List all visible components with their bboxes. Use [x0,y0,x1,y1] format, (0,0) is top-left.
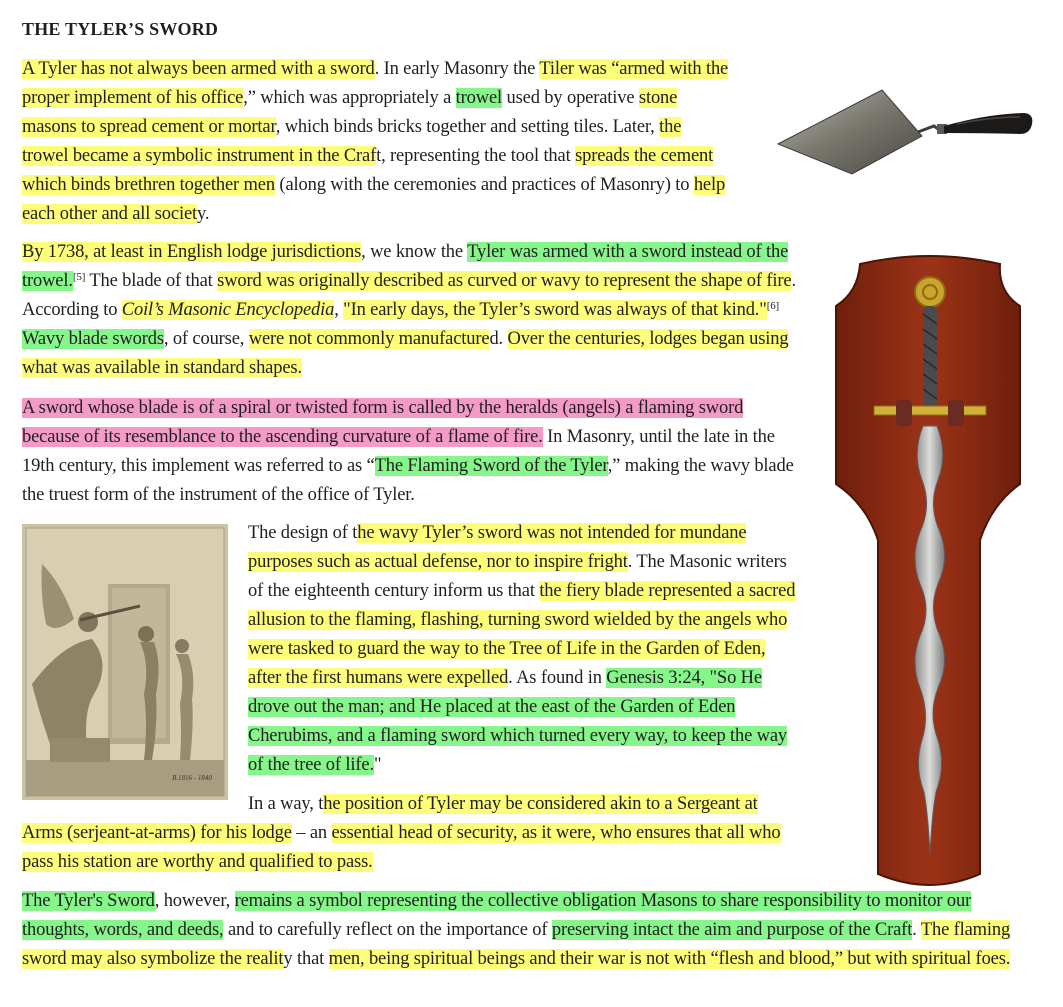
text-run: y. [197,204,210,224]
paragraph-sword-1738 [22,238,800,383]
article-title: THE TYLER’S SWORD [22,19,219,39]
paragraph-design [248,519,798,780]
encyclopedia-title: Coil’s Masonic Encyclopedia [121,300,335,320]
text-run: t, representing the tool that [376,146,576,166]
highlight: were not commonly manufacture [248,329,490,349]
highlight-green: The Flaming Sword of the Tyler [374,456,608,476]
text-run: , we know the [361,242,468,262]
footnote-ref[interactable]: [6] [766,300,780,312]
paragraph-trowel [22,55,732,229]
highlight: help each other and all societ [22,175,726,224]
paragraph-symbol [22,887,1012,974]
text-run: In Masonry, until the late in the 19th century, this implement was referred to as “ [22,427,775,476]
highlight-green: trowel [455,88,503,108]
highlight: stone masons to spread cement or mortar [22,88,678,137]
text-run: . As found in [508,668,607,688]
highlight-green: Genesis 3:24, "So He drove out the man; and He placed at the east of the Garden of Eden Cherubims, and a flaming sword which turned every way, to keep the way of the tree of life. [248,668,788,775]
highlight-green: preserving intact the aim and purpose of the Craft [551,920,913,940]
expulsion-engraving [22,524,228,800]
highlight: he wavy Tyler’s sword was not intended for mundane purposes such as actual defense, nor to inspire fright [248,523,747,572]
text-run: . [912,920,921,940]
highlight: "In early days, the Tyler’s sword was always of that kind." [343,300,767,320]
tyler-sword-plaque-image [830,254,1028,894]
text-run: . The Masonic writers of the eighteenth century inform us that [248,552,787,601]
paragraph-flaming-sword [22,394,800,510]
engraving-signature: B.1816 - 1840 [172,774,212,782]
highlight: A Tyler has not always been armed with a sword [22,59,375,79]
highlight: the fiery blade represented a sacred allusion to the flaming, flashing, turning sword wielded by the angels who were tasked to guard the way to the Tree of Life in the Garden of Eden, after the first humans were expelled [248,581,796,688]
highlight: sword was originally described as curved or wavy to represent the shape of fire [217,271,792,291]
highlight: essential head of security, as it were, who ensures that all who pass his station are worthy and qualified to pass. [22,823,781,872]
text-run: , which binds bricks together and setting tiles. Later, [275,117,660,137]
trowel-image [772,86,1038,182]
text-run: . In early Masonry the [374,59,540,79]
text-run: ,” making the wavy blade the truest form of the instrument of the office of Tyler. [22,456,794,505]
highlight-green: The Tyler's Sword [22,891,155,911]
highlight-green: remains a symbol representing the collective obligation Masons to share responsibility to monitor our thoughts, words, and deeds, [22,891,972,940]
text-run: . According to [22,271,796,320]
text-run: – an [291,823,332,843]
text-run: The blade of that [85,271,218,291]
text-run: The design of t [248,523,358,543]
text-run: y that [283,949,329,969]
paragraph-sergeant [22,790,800,877]
footnote-ref[interactable]: [5] [72,271,86,283]
text-run: and to carefully reflect on the importance of [223,920,552,940]
text-run: " [373,755,382,775]
text-run: , however, [154,891,235,911]
highlight: The flaming sword may also symbolize the realit [22,920,1011,969]
text-run: In a way, t [248,794,324,814]
highlight: he position of Tyler may be considered akin to a Sergeant at Arms (serjeant-at-arms) for his lodge [22,794,758,843]
highlight-green: Tyler was armed with a sword instead of the trowel. [22,242,789,291]
text-run: used by operative [502,88,639,108]
text-run: d. [489,329,508,349]
text-run: , of course, [163,329,249,349]
highlight: men, being spiritual beings and their war is not with “flesh and blood,” but with spiritual foes. [328,949,1011,969]
highlight: By 1738, at least in English lodge jurisdictions [22,242,362,262]
highlight: Tiler was “armed with the proper implement of his office [22,59,729,108]
highlight-pink: A sword whose blade is of a spiral or twisted form is called by the heralds (angels) a flaming sword because of its resemblance to the ascending curvature of a flame of fire. [22,398,744,447]
text-run: ,” which was appropriately a [243,88,456,108]
highlight: the trowel became a symbolic instrument in the Craf [22,117,682,166]
highlight-green: Wavy blade swords [22,329,164,349]
text-run: (along with the ceremonies and practices of Masonry) to [274,175,694,195]
highlight: spreads the cement which binds brethren together men [22,146,714,195]
highlight: Over the centuries, lodges began using what was available in standard shapes. [22,329,789,378]
text-run: , [334,300,344,320]
